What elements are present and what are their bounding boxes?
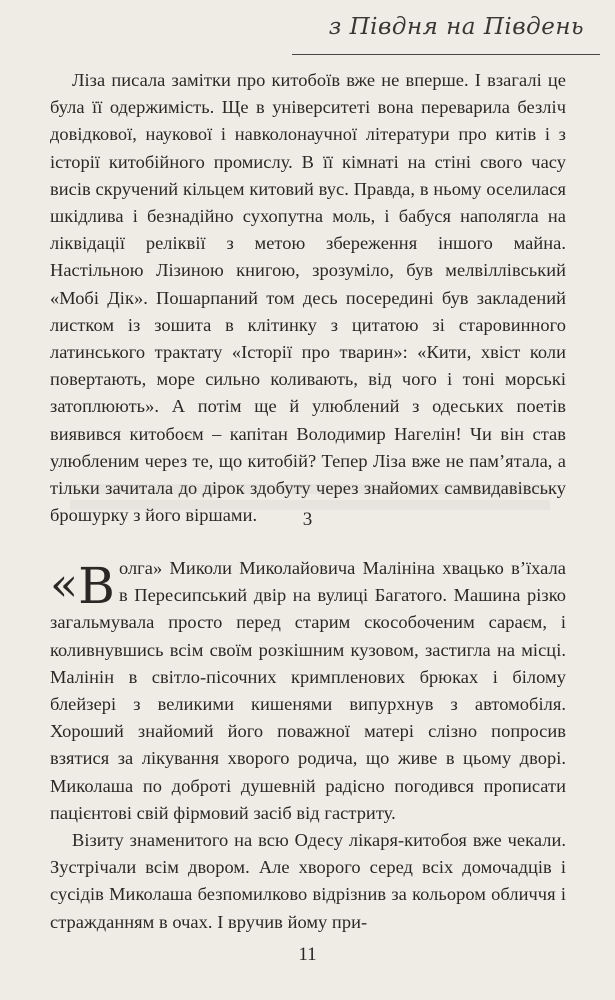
opening-text: олга» Миколи Миколайовича Малініна хвацько в’їхала в Пересипський двір на вулиці Багатого. Машина різко загальмувала просто перед старим скособоченим сараєм, і коливнувшись всім своїм розкішним кузовом, застигла на місці. Малінін в світло-пісочних кримпленових брюках і білому блейзері з великими кишенями випурхнув з автомобіля. Хороший знайомий його поважної матері слізно попросив взятися за лікування хворого родича, що живе в цьому дворі. Миколаша по доброті душевній радісно погодився прописати пацієнтові свій фірмовий засіб від гастриту. — [50, 558, 566, 823]
section-1-text — [50, 67, 566, 529]
running-title: з Півдня на Південь — [328, 14, 584, 40]
paragraph: Ліза писала замітки про китобоїв вже не вперше. І взагалі це була її одержимість. Ще в університеті вона переварила безліч довідкової, наукової і навколонаучної літератури про китів і з історії китобійного промислу. В її кімнаті на стіні свого часу висів скручений кільцем китовий вус. Правда, в ньому оселилася шкідлива і безнадійно сухопутна моль, і бабуся наполягла на ліквідації реліквії з метою збереження іншого майна. Настільною Лізиною книгою, зрозуміло, був мелвіллівський «Мобі Дік». Пошарпаний том десь посередині був закладений листком із зошита в клітинку з цитатою зі старовинного латинського трактату «Історії про тварин»: «Кити, хвіст коли повертають, море сильно коливають, від чого і тоні морські затоплюють». А потім ще й улюблений з одеських поетів виявився китобоєм – капітан Володимир Нагелін! Чи він став улюбленим через те, що китобій? Тепер Ліза вже не пам’ятала, а тільки зачитала до дірок здобуту через знайомих самвидавівську брошурку з його віршами. — [50, 70, 566, 526]
paragraph: Візиту знаменитого на всю Одесу лікаря-китобоя вже чекали. Зустрічали всім двором. Але хворого серед всіх домочадців і сусідів Миколаша безпомилково відрізнив за кольором обличчя і стражданням в очах. І вручив йому при- — [50, 830, 566, 932]
page-number: 11 — [298, 944, 317, 965]
drop-cap-quote: « — [50, 557, 77, 611]
running-header — [300, 14, 600, 64]
header-rule — [292, 54, 600, 55]
drop-cap-letter: В — [78, 557, 115, 615]
chapter-opening-paragraph — [50, 555, 566, 827]
chapter-text — [50, 555, 566, 936]
drop-cap — [50, 557, 115, 615]
chapter-number: 3 — [302, 509, 313, 530]
